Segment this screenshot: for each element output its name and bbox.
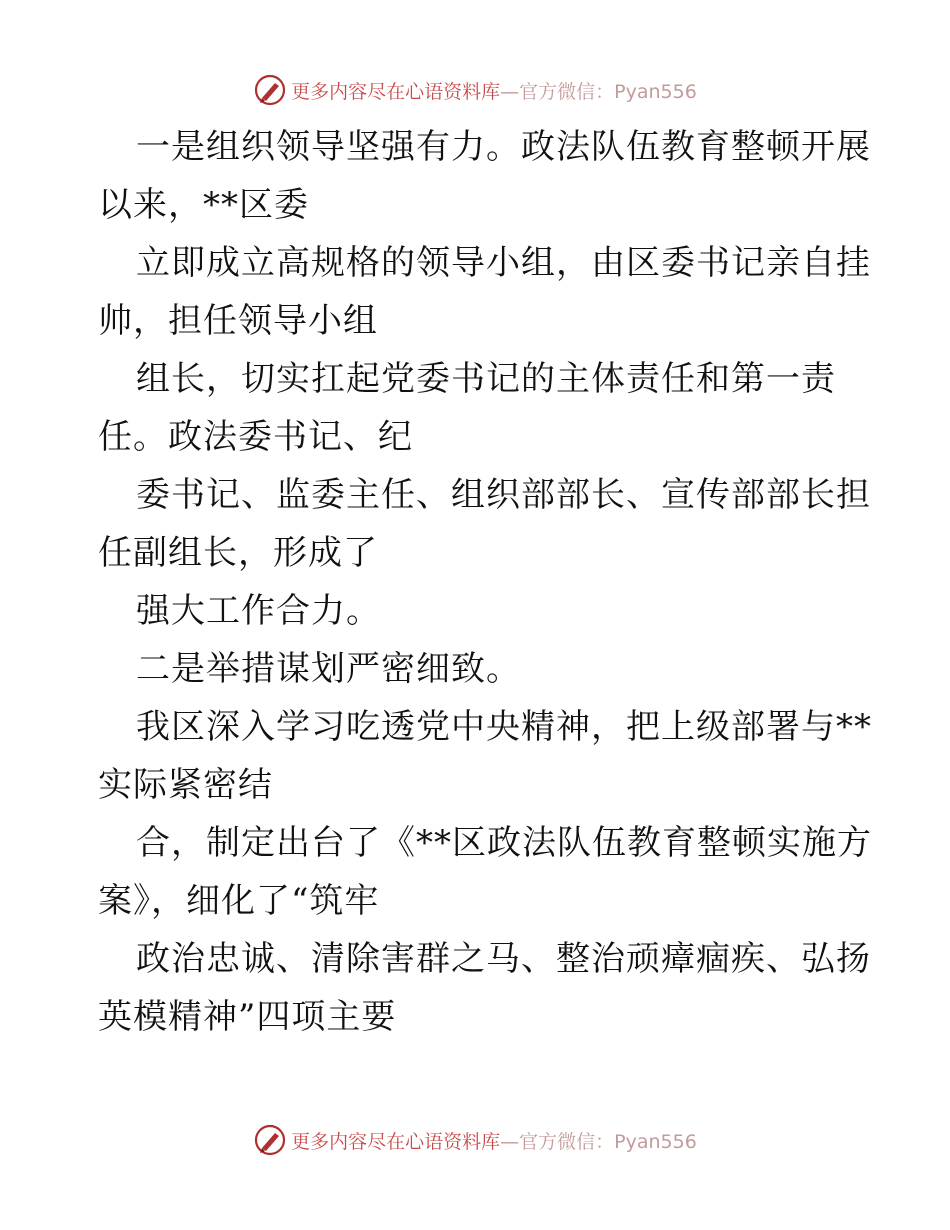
text-line: 组长，切实扛起党委书记的主体责任和第一责 [136,359,836,399]
watermark-site: 更多内容尽在心语资料库 [291,1130,501,1153]
text-line: 案》，细化了“筑牢 [98,881,380,921]
document-body [98,118,872,1046]
text-line: 帅，担任领导小组 [98,301,378,341]
watermark-header [0,70,950,110]
pen-logo-icon [253,73,287,107]
text-line: 我区深入学习吃透党中央精神，把上级部署与** [136,707,872,747]
text-line: 委书记、监委主任、组织部部长、宣传部部长担 [136,475,871,515]
watermark-text [291,77,697,104]
watermark-dash: — [500,1130,520,1153]
text-line: 强大工作合力。 [136,591,381,631]
text-line: 一是组织领导坚强有力。政法队伍教育整顿开展 [136,127,871,167]
pen-logo-icon [253,1123,287,1157]
watermark-site: 更多内容尽在心语资料库 [291,80,501,103]
text-line: 任副组长，形成了 [98,533,378,573]
text-line: 合，制定出台了《**区政法队伍教育整顿实施方 [136,823,872,863]
watermark-footer [0,1120,950,1160]
text-line: 政治忠诚、清除害群之马、整治顽瘴痼疾、弘扬 [136,939,871,979]
text-line: 立即成立高规格的领导小组，由区委书记亲自挂 [136,243,871,283]
text-line: 实际紧密结 [98,765,273,805]
watermark-text [291,1127,697,1154]
watermark-wechat: 官方微信：Pyan556 [519,80,697,103]
text-line: 英模精神”四项主要 [98,997,397,1037]
text-line: 二是举措谋划严密细致。 [136,649,521,689]
watermark-dash: — [500,80,520,103]
text-line: 任。政法委书记、纪 [98,417,413,457]
watermark-wechat: 官方微信：Pyan556 [519,1130,697,1153]
text-line: 以来，**区委 [98,185,309,225]
